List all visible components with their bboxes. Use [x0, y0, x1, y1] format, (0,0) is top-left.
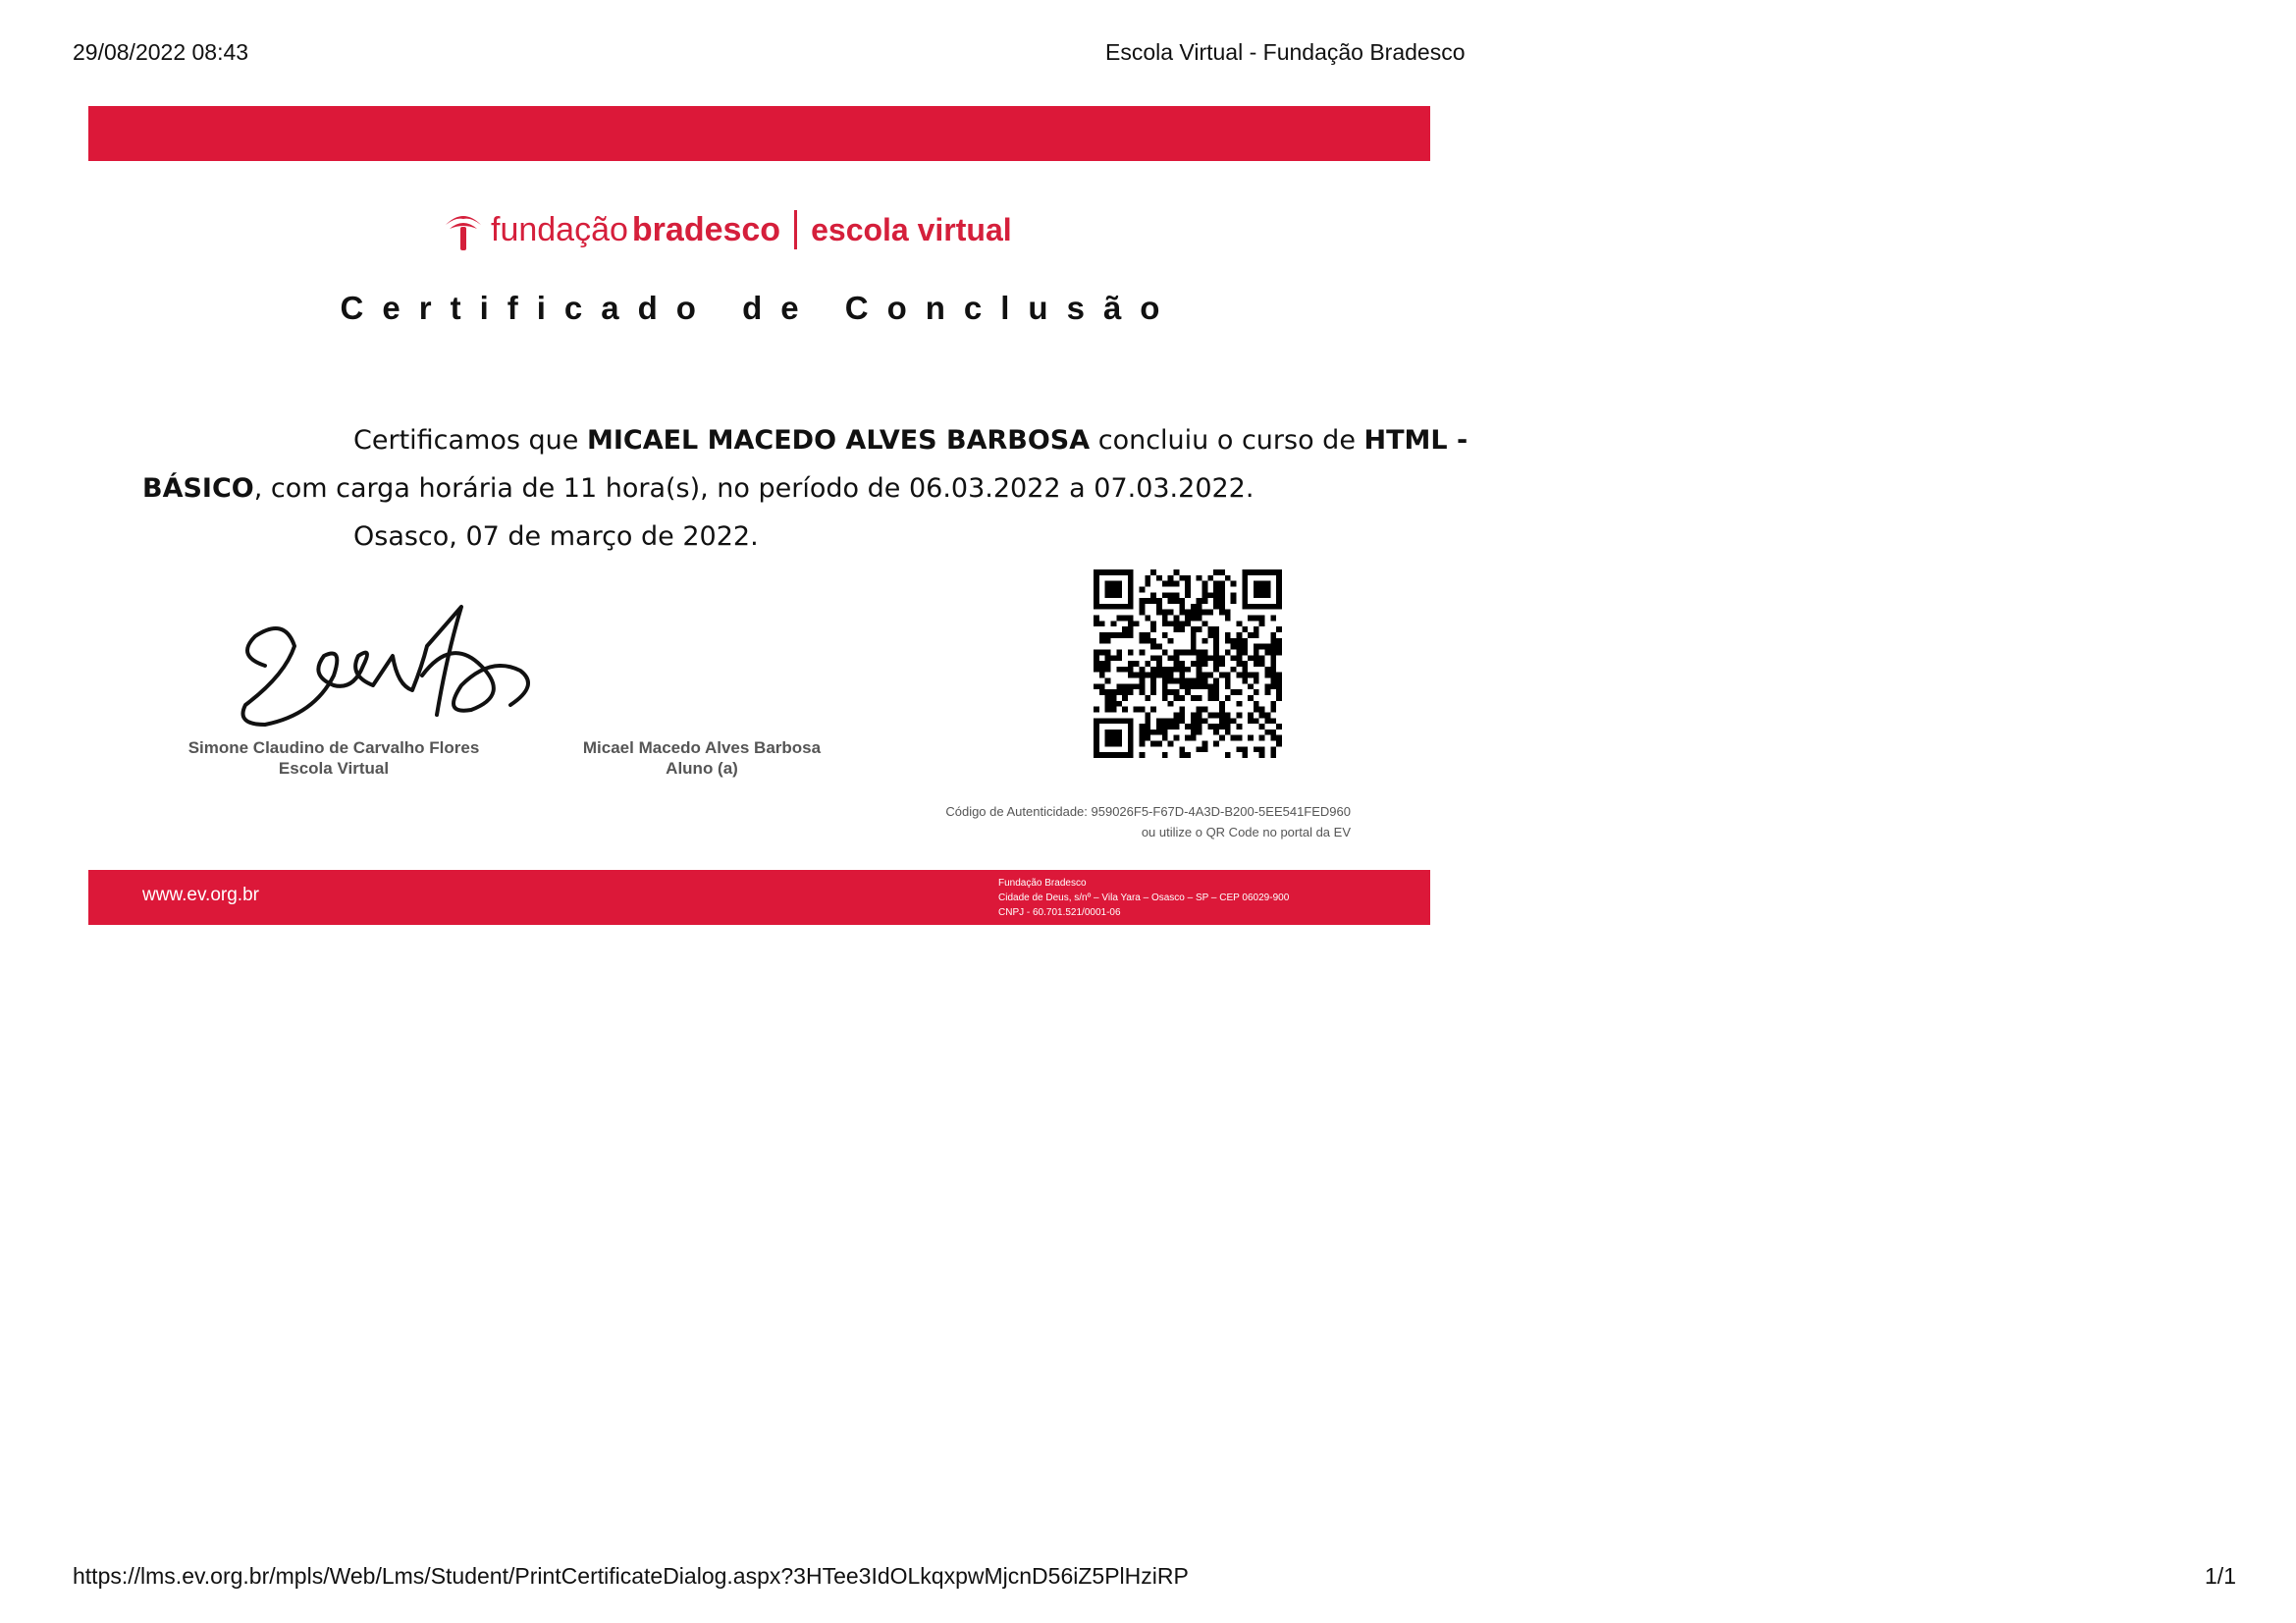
signatory-role: Escola Virtual [278, 759, 390, 778]
fundacao-bradesco-logo [442, 200, 1012, 259]
logo-escola-virtual-text: escola virtual [811, 211, 1012, 247]
student-name: MICAEL MACEDO ALVES BARBOSA [586, 425, 1091, 456]
logo-bradesco-text: bradesco [631, 210, 781, 248]
organization-info [998, 876, 1289, 920]
signatory-director [187, 737, 481, 779]
print-header-datetime: 29/08/2022 08:43 [73, 39, 249, 65]
signatory-student [555, 737, 849, 779]
website-link[interactable]: www.ev.org.br [142, 885, 259, 905]
certificate [88, 106, 1468, 925]
bottom-red-band [88, 870, 1430, 925]
text-segment: concluiu o curso de [1090, 425, 1364, 456]
handwritten-signature [226, 597, 560, 734]
authentication-code: Código de Autenticidade: 959026F5-F67D-4A3D-B200-5EE541FED960 [945, 804, 1351, 819]
top-red-band [88, 106, 1430, 161]
org-name: Fundação Bradesco [998, 878, 1087, 889]
course-name-part1: HTML - [1363, 425, 1468, 456]
signatory-name: Micael Macedo Alves Barbosa [582, 738, 822, 757]
qr-hint: ou utilize o QR Code no portal da EV [1141, 825, 1351, 839]
signatory-name: Simone Claudino de Carvalho Flores [187, 738, 480, 757]
logo-divider [794, 210, 797, 249]
qr-code-icon [1094, 569, 1282, 758]
print-header-title: Escola Virtual - Fundação Bradesco [1105, 39, 1466, 65]
signatory-role: Aluno (a) [666, 759, 738, 778]
org-address: Cidade de Deus, s/nº – Vila Yara – Osasco – SP – CEP 06029-900 [998, 893, 1290, 903]
certificate-line-1 [353, 416, 1468, 464]
print-footer-page-number: 1/1 [2205, 1563, 2236, 1589]
bradesco-tree-icon [442, 205, 485, 254]
course-name-part2: BÁSICO [142, 473, 254, 504]
text-segment: Certificamos que [353, 425, 587, 456]
text-segment: , com carga horária de 11 hora(s), no período de 06.03.2022 a 07.03.2022. [253, 473, 1255, 504]
print-footer-url: https://lms.ev.org.br/mpls/Web/Lms/Student/PrintCertificateDialog.aspx?3HTee3IdOLkqxpwMjcnD56iZ5PlHziRP [73, 1563, 1189, 1589]
certificate-place-date: Osasco, 07 de março de 2022. [353, 521, 759, 552]
logo-fundacao-text: fundação [491, 210, 628, 248]
authentication-info [945, 801, 1351, 842]
org-cnpj: CNPJ - 60.701.521/0001-06 [998, 907, 1121, 918]
certificate-line-2 [142, 464, 1254, 513]
certificate-title: Certificado de Conclusão [340, 290, 1179, 326]
